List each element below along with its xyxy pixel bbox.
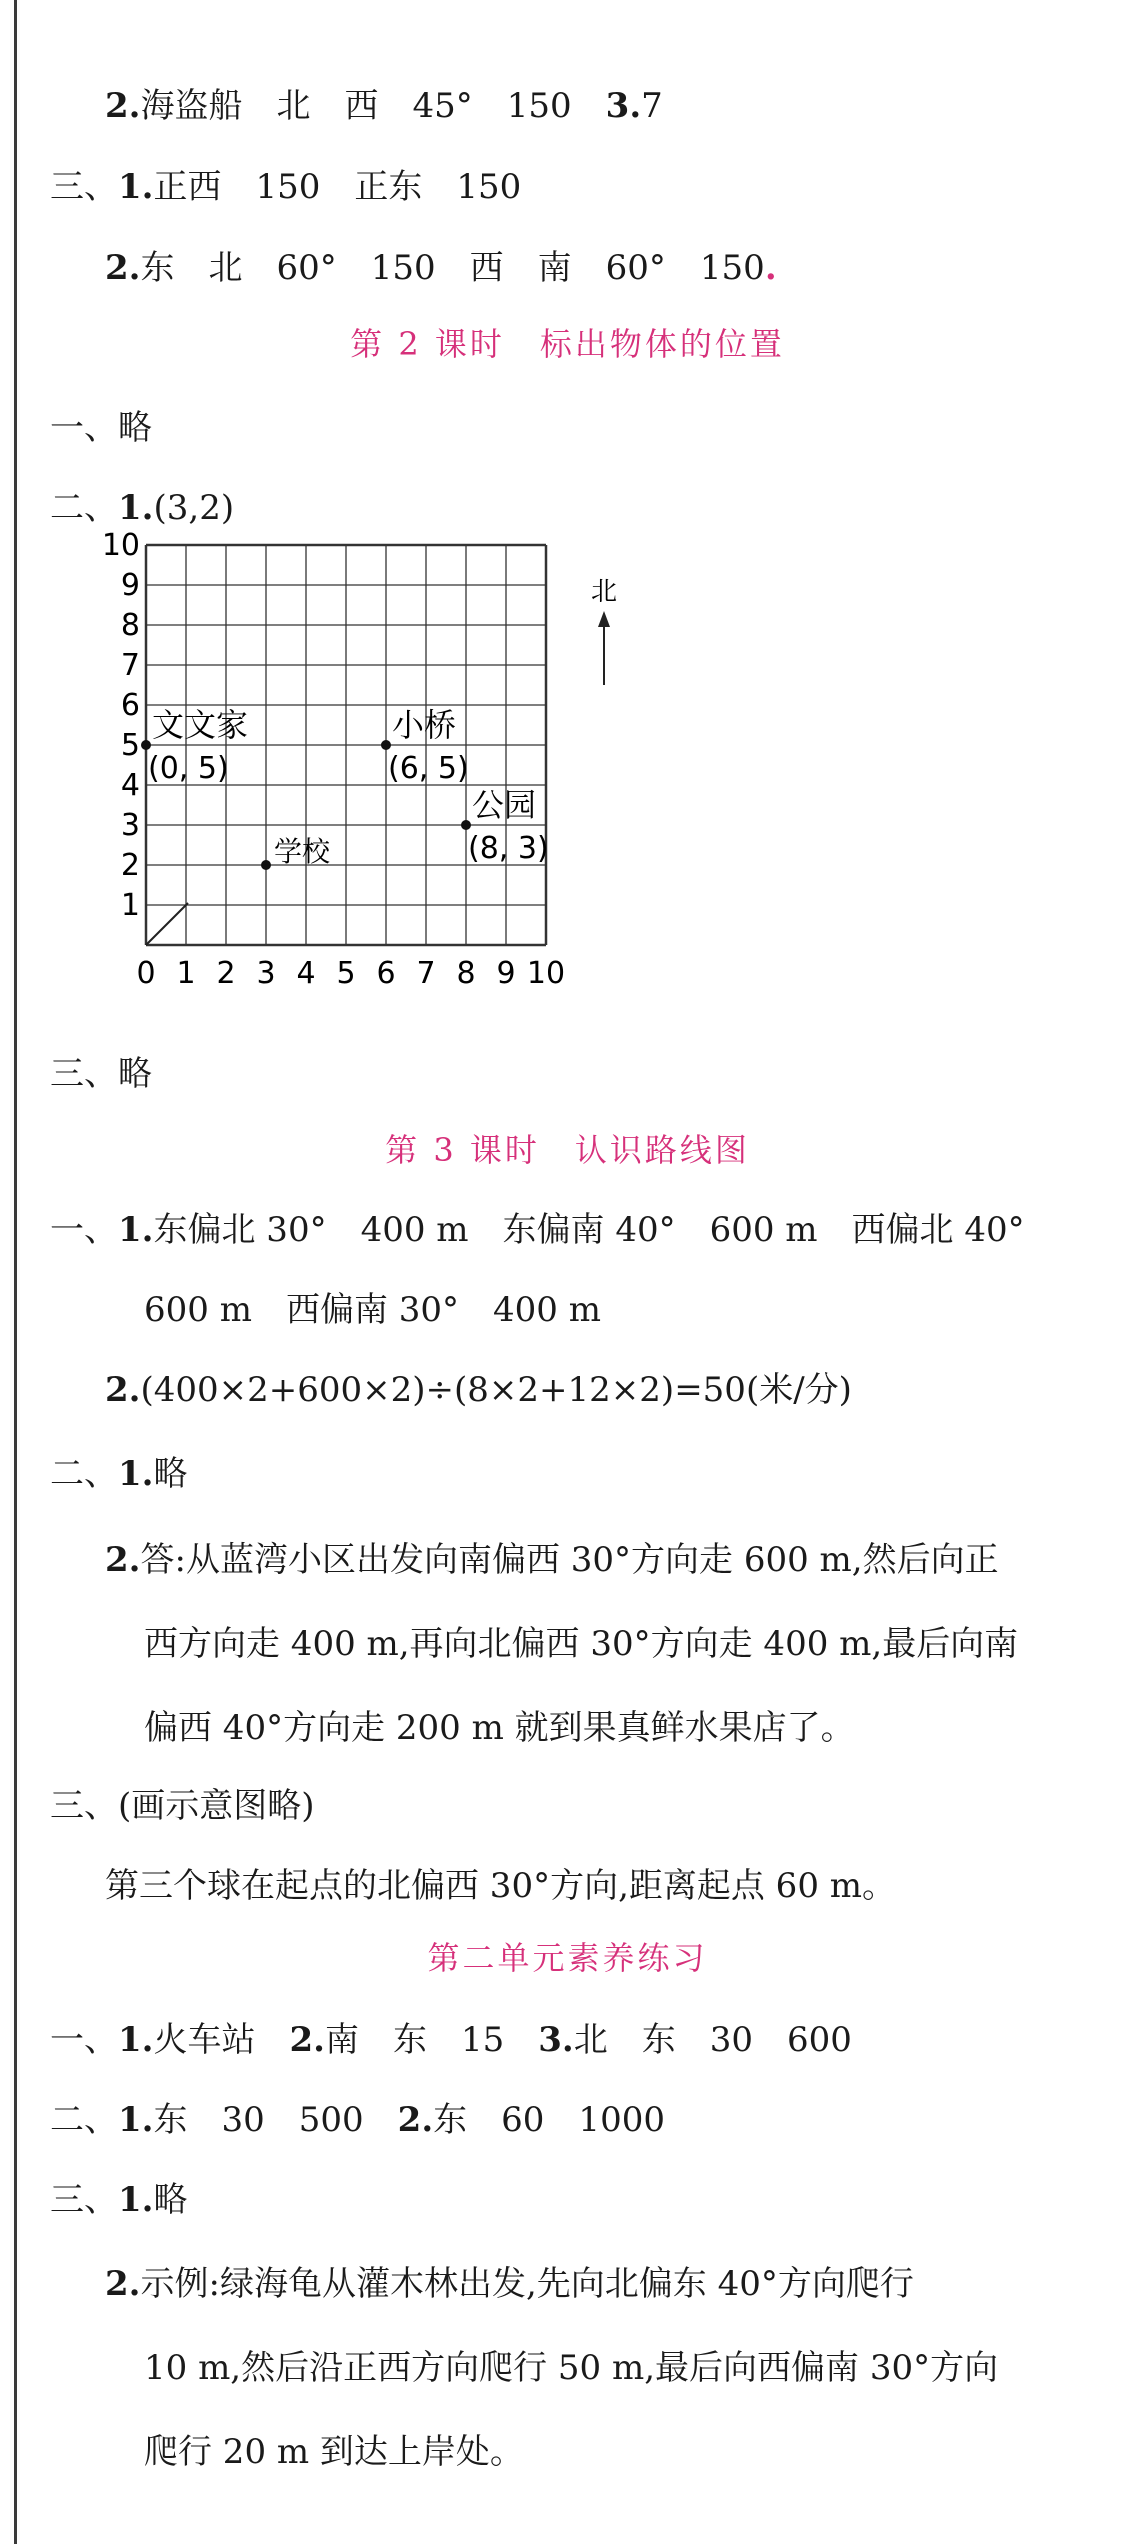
answer-line	[50, 1208, 1025, 1252]
compass-label: 北	[590, 577, 618, 607]
item-number: 3.	[538, 2020, 574, 2060]
y-tick-label: 3	[120, 808, 140, 843]
point-name-label: 小桥	[392, 706, 457, 744]
x-tick-labels	[136, 956, 565, 991]
point-coord-label: (8, 3)	[468, 831, 549, 866]
point-coord-label: (6, 5)	[388, 751, 469, 786]
compass-north	[591, 577, 617, 685]
answer-text: 海盗船 北 西 45° 150	[140, 86, 606, 126]
grid-lines	[146, 545, 546, 945]
answer-line: 三、(画示意图略)	[50, 1786, 315, 1826]
answer-line	[105, 1368, 852, 1412]
item-number: 1.	[118, 2020, 154, 2060]
answer-text: 示例:绿海龟从灌木林出发,先向北偏东 40°方向爬行	[140, 2264, 914, 2304]
answer-line: 一、略	[50, 408, 152, 448]
point-name-label: 文文家	[152, 706, 249, 744]
point-name-label: 公园	[472, 786, 537, 824]
section-prefix: 三、	[50, 167, 118, 207]
x-tick-label: 4	[296, 956, 316, 991]
section-prefix: 二、	[50, 1454, 118, 1494]
answer-text: 略	[153, 2180, 188, 2220]
data-point	[381, 740, 391, 750]
item-number: 2.	[105, 2264, 141, 2304]
item-number: 2.	[105, 86, 141, 126]
answer-text: 7	[641, 86, 663, 126]
answer-line	[50, 2098, 665, 2142]
answer-line	[50, 165, 521, 209]
answer-text: 东 北 60° 150 西 南 60° 150	[140, 248, 765, 288]
y-tick-label: 6	[120, 688, 140, 723]
item-number: 2.	[105, 1370, 141, 1410]
answer-line: 第三个球在起点的北偏西 30°方向,距离起点 60 m。	[105, 1866, 896, 1906]
y-tick-label: 1	[120, 888, 140, 923]
answer-line	[50, 2018, 852, 2062]
answer-line: 西方向走 400 m,再向北偏西 30°方向走 400 m,最后向南	[144, 1624, 1019, 1664]
answer-text: (400×2+600×2)÷(8×2+12×2)=50(米/分)	[140, 1370, 852, 1410]
answer-text: 北 东 30 600	[573, 2020, 852, 2060]
left-margin-line	[14, 0, 17, 2544]
answer-line	[105, 84, 663, 128]
item-number: 2.	[105, 1540, 141, 1580]
answer-line: 600 m 西偏南 30° 400 m	[144, 1290, 601, 1330]
y-tick-labels	[102, 528, 140, 923]
answer-text: (3,2)	[153, 488, 235, 528]
item-number: 2.	[397, 2100, 434, 2140]
x-tick-label: 9	[496, 956, 516, 991]
answer-text: 南 东 15	[325, 2020, 539, 2060]
answer-line	[105, 1538, 999, 1582]
answer-line: 10 m,然后沿正西方向爬行 50 m,最后向西偏南 30°方向	[144, 2348, 999, 2388]
y-tick-label: 8	[120, 608, 140, 643]
unit-heading: 第二单元素养练习	[427, 1939, 708, 1977]
y-tick-label: 2	[120, 848, 140, 883]
lesson-heading: 第 3 课时 认识路线图	[385, 1131, 750, 1169]
answer-text: 正西 150 正东 150	[153, 167, 522, 207]
y-tick-label: 5	[120, 728, 140, 763]
answer-text: 东 60 1000	[433, 2100, 665, 2140]
answer-line: 三、略	[50, 1054, 152, 1094]
answer-text: 东 30 500	[153, 2100, 398, 2140]
coordinate-grid-chart	[0, 528, 1135, 1025]
section-prefix: 一、	[50, 2020, 118, 2060]
item-number: 1.	[118, 167, 154, 207]
answer-line: 偏西 40°方向走 200 m 就到果真鲜水果店了。	[144, 1708, 855, 1748]
x-tick-label: 7	[416, 956, 436, 991]
item-number: 3.	[605, 86, 642, 126]
origin-diagonal	[146, 903, 188, 945]
section-prefix: 三、	[50, 2180, 118, 2220]
item-number: 1.	[118, 2100, 154, 2140]
data-points	[141, 706, 549, 870]
x-tick-label: 3	[256, 956, 276, 991]
x-tick-label: 5	[336, 956, 356, 991]
section-prefix: 二、	[50, 2100, 118, 2140]
x-tick-label: 6	[376, 956, 396, 991]
answer-text: 答:从蓝湾小区出发向南偏西 30°方向走 600 m,然后向正	[140, 1540, 999, 1580]
data-point	[141, 740, 151, 750]
item-number: 2.	[289, 2020, 325, 2060]
answer-line: 爬行 20 m 到达上岸处。	[144, 2432, 524, 2472]
answer-text: 东偏北 30° 400 m 东偏南 40° 600 m 西偏北 40°	[153, 1210, 1025, 1250]
y-tick-label: 4	[120, 768, 140, 803]
answer-line	[50, 2178, 188, 2222]
y-tick-label: 7	[120, 648, 140, 683]
x-tick-label: 10	[526, 956, 566, 991]
answer-line	[105, 2262, 914, 2306]
data-point	[261, 860, 271, 870]
item-number: 1.	[118, 2180, 154, 2220]
point-coord-label: (0, 5)	[148, 751, 229, 786]
arrow-up-icon	[598, 611, 610, 627]
answer-line	[105, 246, 777, 290]
item-number: 1.	[118, 1454, 154, 1494]
x-tick-label: 0	[136, 956, 156, 991]
answer-text: 略	[153, 1454, 188, 1494]
pink-mark: .	[764, 248, 777, 288]
x-tick-label: 8	[456, 956, 476, 991]
answer-line	[50, 1452, 188, 1496]
x-tick-label: 1	[176, 956, 196, 991]
section-prefix: 二、	[50, 488, 118, 528]
item-number: 1.	[118, 1210, 154, 1250]
data-point	[461, 820, 471, 830]
answer-text: 火车站	[153, 2020, 290, 2060]
item-number: 1.	[118, 488, 154, 528]
point-name-label: 学校	[274, 835, 331, 868]
x-tick-label: 2	[216, 956, 236, 991]
y-tick-label: 9	[120, 568, 140, 603]
item-number: 2.	[105, 248, 141, 288]
answer-line	[50, 486, 234, 530]
y-tick-label: 10	[101, 528, 140, 563]
lesson-heading: 第 2 课时 标出物体的位置	[350, 325, 785, 363]
section-prefix: 一、	[50, 1210, 118, 1250]
